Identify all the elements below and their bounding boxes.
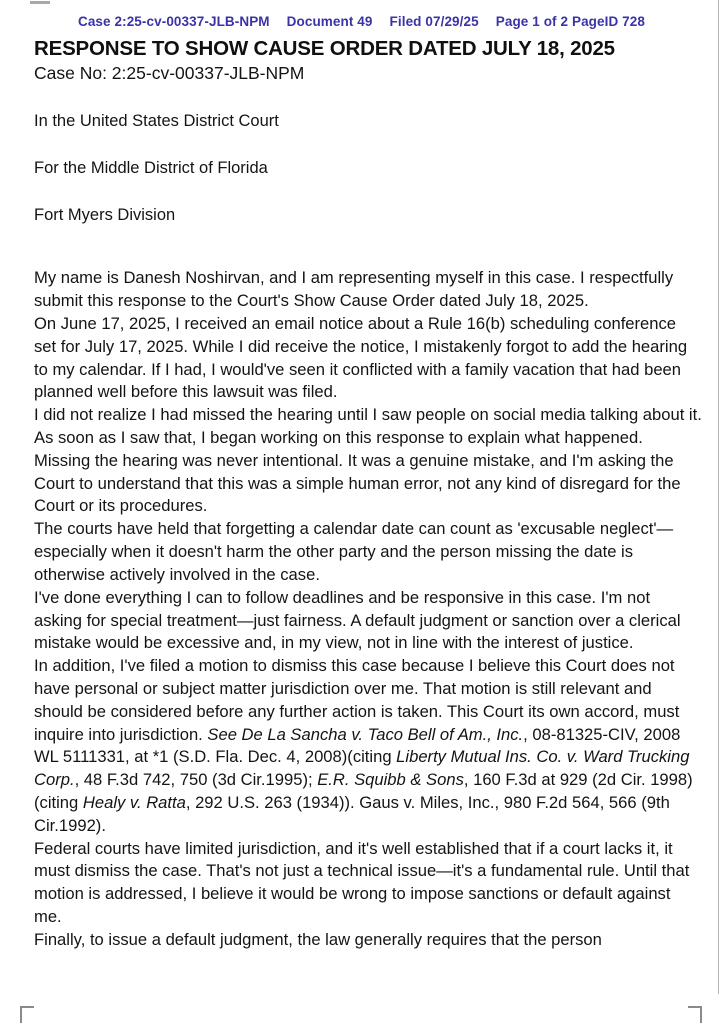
ecf-document-number: Document 49 <box>286 14 373 29</box>
paragraph-limited-jurisdiction: Federal courts have limited jurisdiction, and it's well established that if a court lacks it, it must dismiss the case. That's not just a technical issue—it's a fundamental rule. Until that motion is addressed, I believe it would be wrong to impose sanctions or default against me. <box>34 838 690 927</box>
paragraph-text-run: , 160 F.3d at 929 (2d Cir. 1998) (citing <box>34 770 693 813</box>
paragraph-jurisdiction-citations <box>34 655 702 838</box>
case-citation: Healy v. Ratta <box>82 793 186 813</box>
paragraph-text-run: , 292 U.S. 263 (1934)). Gaus v. Miles, Inc., 980 F.2d 564, 566 (9th Cir.1992). <box>34 793 670 835</box>
ecf-filed-date: Filed 07/29/25 <box>389 14 479 29</box>
paragraph-intro: My name is Danesh Noshirvan, and I am representing myself in this case. I respectfully submit this response to the Court's Show Cause Order dated July 18, 2025. <box>34 268 674 311</box>
court-name-line: In the United States District Court <box>34 111 279 130</box>
next-page-corner-mark-left <box>20 1006 34 1023</box>
court-district-line: For the Middle District of Florida <box>34 158 268 177</box>
court-division-line: Fort Myers Division <box>34 205 176 224</box>
case-number-line: Case No: 2:25-cv-00337-JLB-NPM <box>34 62 305 83</box>
document-body <box>34 38 702 952</box>
paragraph-realization: I did not realize I had missed the hearing until I saw people on social media talking about it. As soon as I saw that, I began working on this response to explain what happened. <box>34 405 702 448</box>
scanned-page-sheet <box>4 0 719 994</box>
ecf-case-number: Case 2:25-cv-00337-JLB-NPM <box>77 14 270 29</box>
case-citation: E.R. Squibb & Sons <box>317 770 464 790</box>
paragraph-fairness: I've done everything I can to follow deadlines and be responsive in this case. I'm not asking for special treatment—just fairness. A default judgment or sanction over a clerical mistake would be excessive and, in my view, not in line with the interest of justice. <box>34 587 681 653</box>
paragraph-default-judgment: Finally, to issue a default judgment, the law generally requires that the person <box>34 929 602 949</box>
next-page-corner-mark-right <box>688 1006 702 1023</box>
document-prose <box>34 267 702 951</box>
paragraph-text-run: , 08-81325-CIV, 2008 WL 5111331, at *1 (S.D. Fla. Dec. 4, 2008)(citing <box>34 724 681 767</box>
case-citation: See De La Sancha v. Taco Bell of Am., Inc. <box>207 724 524 744</box>
paragraph-intent: Missing the hearing was never intentional. It was a genuine mistake, and I'm asking the Court to understand that this was a simple human error, not any kind of disregard for the Court or its procedures. <box>34 450 681 516</box>
paragraph-text-run: In addition, I've filed a motion to dismiss this case because I believe this Court does not have personal or subject matter jurisdiction over me. That motion is still relevant and should be considered before any further action is taken. This Court its own accord, must inquire into jurisdiction. <box>34 656 680 744</box>
paragraph-text-run: , 48 F.3d 742, 750 (3d Cir.1995); <box>74 770 318 790</box>
ecf-filing-stamp <box>4 14 719 29</box>
ecf-page-id: Page 1 of 2 PageID 728 <box>495 14 646 29</box>
case-citation: Liberty Mutual Ins. Co. v. Ward Trucking Corp. <box>34 747 690 790</box>
scan-artifact-mark <box>30 1 50 4</box>
paragraph-notice: On June 17, 2025, I received an email notice about a Rule 16(b) scheduling conference set for July 17, 2025. While I did receive the notice, I mistakenly forgot to add the hearing to my calendar. If I had, I would've seen it conflicted with a family vacation that had been planned well before this lawsuit was filed. <box>34 313 688 402</box>
document-title: RESPONSE TO SHOW CAUSE ORDER DATED JULY 18, 2025 <box>34 37 615 60</box>
court-caption-block <box>34 112 702 225</box>
paragraph-excusable-neglect: The courts have held that forgetting a calendar date can count as 'excusable neglect'—especially when it doesn't harm the other party and the person missing the date is otherwise actively involved in the case. <box>34 519 674 584</box>
